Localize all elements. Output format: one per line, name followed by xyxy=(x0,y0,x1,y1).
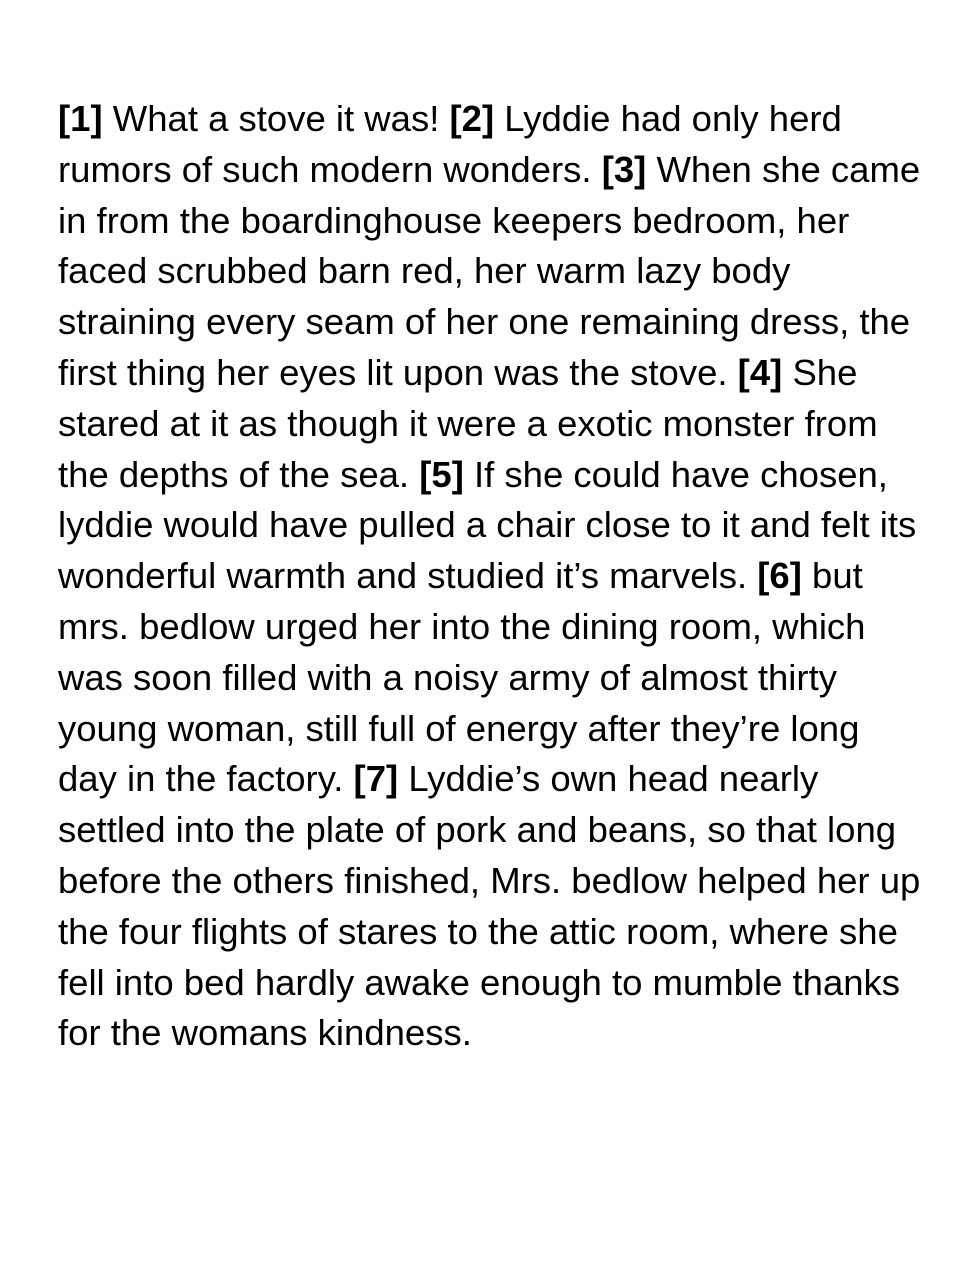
sentence-text: What a stove it was! xyxy=(112,98,440,139)
sentence-number: [2] xyxy=(449,98,495,139)
sentence-text: Lyddie’s own head nearly settled into the plate of pork and beans, so that long before the others finished, Mrs. bedlow helped her up the four flights of stares to the attic room, where she fell into bed hardly awake enough to mumble thanks for the womans kindness. xyxy=(58,758,921,1054)
sentence-number: [7] xyxy=(353,758,399,800)
sentence-number: [3] xyxy=(601,148,647,190)
sentence-text: Lyddie had only herd rumors of such modern wonders. xyxy=(58,98,842,190)
document-page xyxy=(58,94,923,1059)
sentence-number: [5] xyxy=(419,453,464,495)
sentence-text: When she came in from the boardinghouse keepers bedroom, her faced scrubbed barn red, her warm lazy body straining every seam of her one remaining dress, the first thing her eyes lit upon was the stove. xyxy=(58,148,921,393)
sentence-text: If she could have chosen, lyddie would have pulled a chair close to it and felt its wonderful warmth and studied it’s marvels. xyxy=(58,453,917,597)
sentence-number: [4] xyxy=(737,351,783,393)
sentence-text: She stared at it as though it were a exotic monster from the depths of the sea. xyxy=(58,351,878,495)
sentence-number: [1] xyxy=(58,98,103,139)
sentence-number: [6] xyxy=(757,555,802,597)
sentence-text: but mrs. bedlow urged her into the dining room, which was soon filled with a noisy army of almost thirty young woman, still full of energy after they’re long day in the factory. xyxy=(58,555,866,800)
passage-paragraph xyxy=(58,94,923,1059)
